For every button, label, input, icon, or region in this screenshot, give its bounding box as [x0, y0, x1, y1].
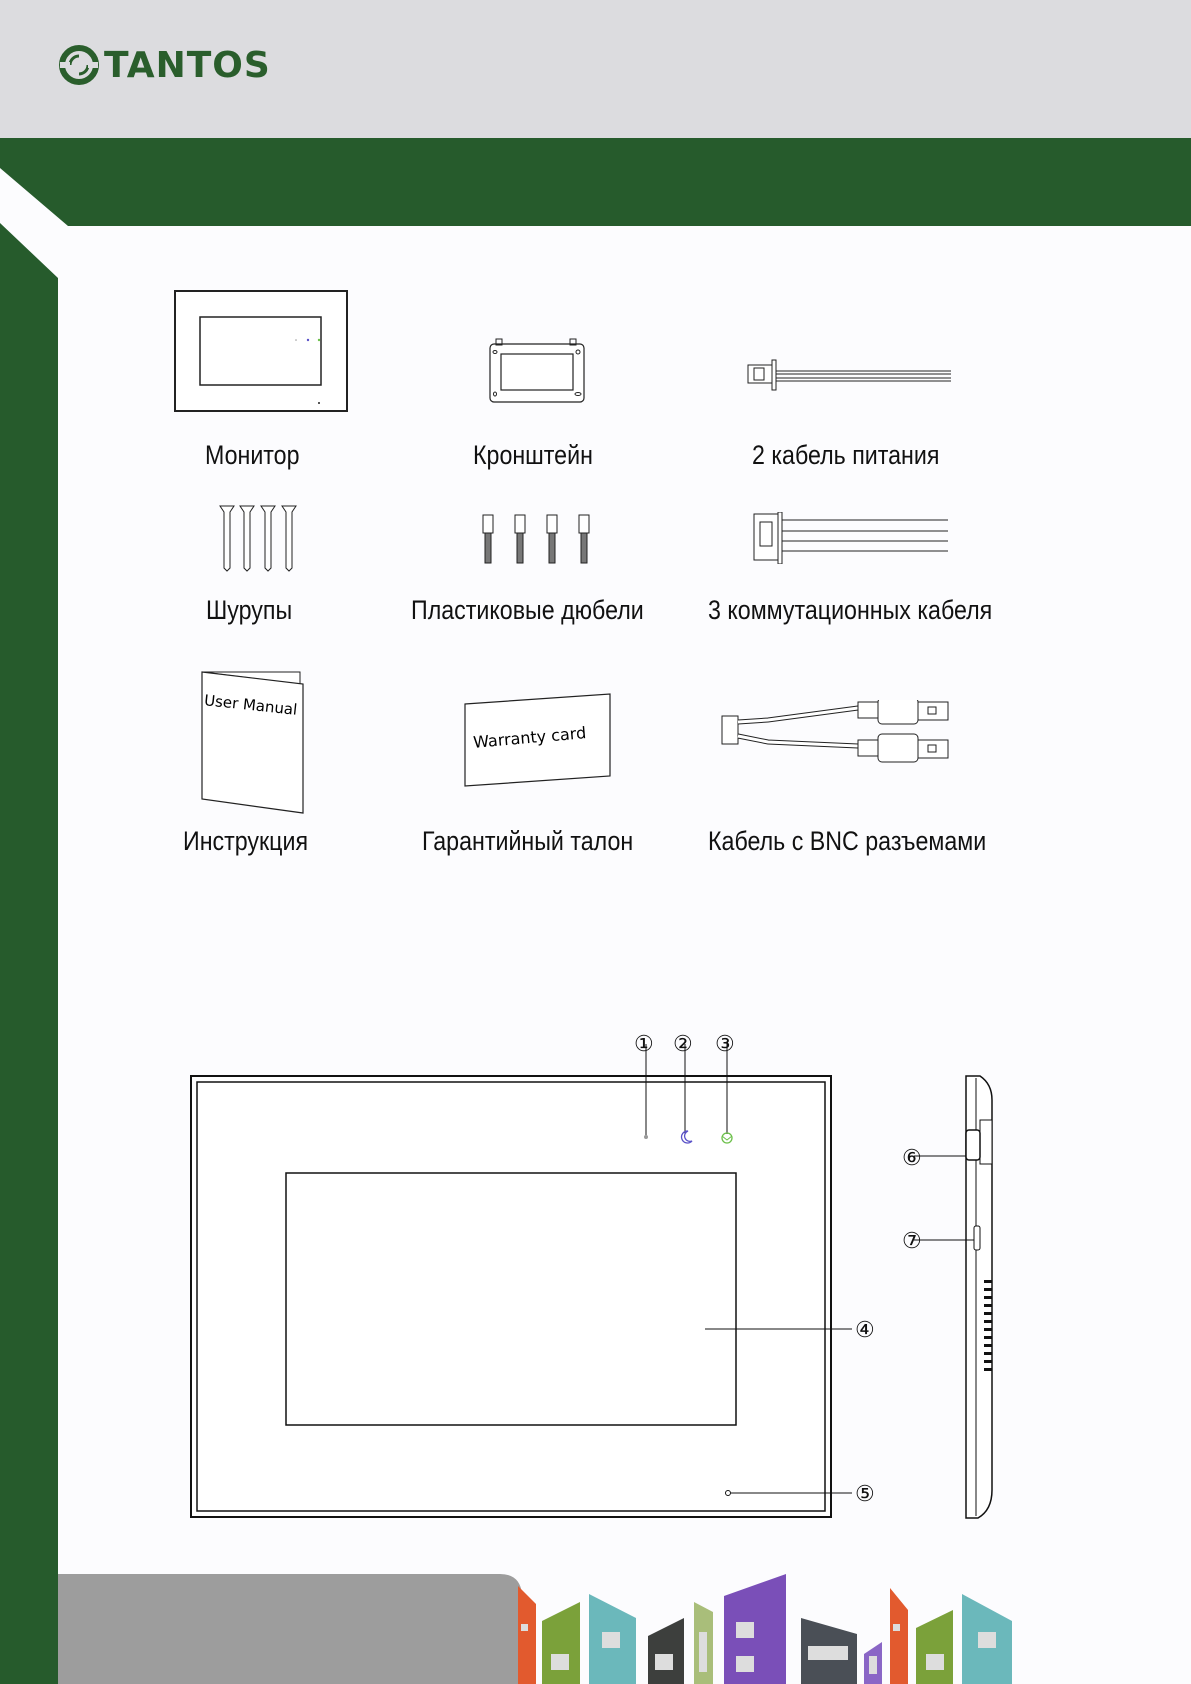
warranty-card-text: Warranty card [472, 723, 587, 752]
warranty-card-icon [463, 692, 613, 788]
callout-2: ② [673, 1031, 693, 1056]
screws-icon [218, 504, 302, 572]
item-label-screws: Шурупы [206, 595, 293, 625]
item-label-manual: Инструкция [183, 826, 309, 856]
monitor-front-diagram [180, 1030, 900, 1530]
item-label-bnc-cable: Кабель с BNC разъемами [708, 826, 987, 856]
brand-name: TANTOS [104, 44, 271, 86]
item-label-power-cable: 2 кабель питания [752, 440, 940, 470]
item-label-monitor: Монитор [205, 440, 300, 470]
callout-1: ① [634, 1031, 654, 1056]
green-header-band [0, 138, 1191, 226]
callout-3: ③ [715, 1031, 735, 1056]
volume-wheel-icon [966, 1130, 980, 1160]
callout-4: ④ [855, 1317, 875, 1342]
callout-5: ⑤ [855, 1481, 875, 1506]
brand-logo [58, 44, 271, 86]
callout-6: ⑥ [902, 1145, 922, 1170]
item-label-dowels: Пластиковые дюбели [411, 595, 644, 625]
footer-skyline [0, 1546, 1191, 1684]
bnc-cable-icon [718, 700, 982, 780]
dowels-icon [482, 514, 592, 564]
item-label-warranty-card: Гарантийный талон [422, 826, 634, 856]
manual-icon [200, 670, 304, 816]
monitor-icon [174, 290, 348, 414]
callout-7: ⑦ [902, 1228, 922, 1253]
side-button-icon [974, 1226, 980, 1250]
power-cable-icon [746, 358, 956, 392]
left-green-bar [0, 138, 58, 1684]
tantos-logo-icon [58, 44, 100, 86]
item-label-bracket: Кронштейн [473, 440, 593, 470]
bracket-icon [488, 338, 588, 404]
item-label-connection-cable: 3 коммутационных кабеля [708, 595, 993, 625]
manual-cover-text: User Manual [203, 691, 299, 719]
microphone-icon [726, 1491, 731, 1496]
connection-cable-icon [752, 512, 954, 564]
power-indicator-icon [644, 1135, 648, 1139]
monitor-side-diagram [900, 1070, 1000, 1530]
